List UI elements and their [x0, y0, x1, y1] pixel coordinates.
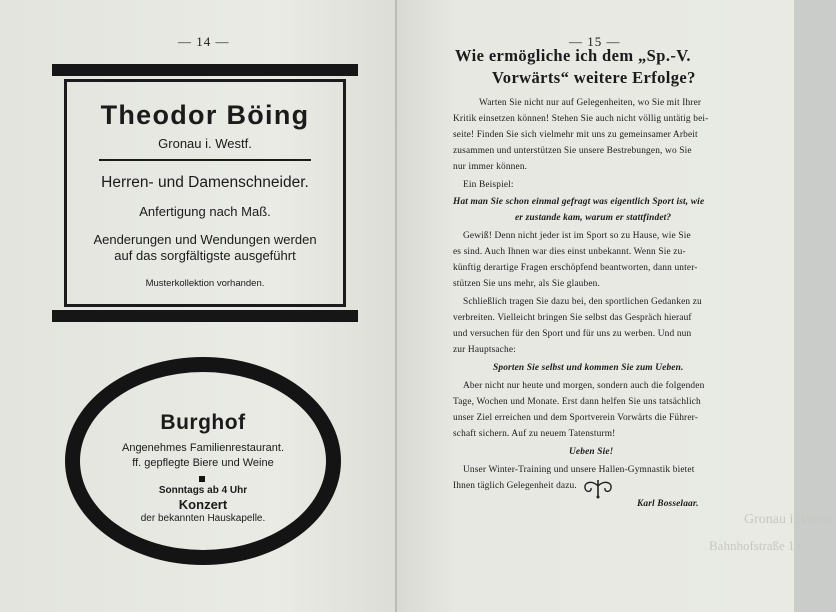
text-line: stützen Sie uns mehr, als Sie glauben. — [453, 279, 600, 289]
boeing-ad — [64, 79, 346, 307]
text-line: Gewiß! Denn nicht jeder ist im Sport so zu Hause, wie Sie — [463, 231, 691, 241]
text-line: Warten Sie nicht nur auf Gelegenheiten, wo Sie mit Ihrer — [479, 98, 702, 108]
article-title: Vorwärts“ weitere Erfolge? — [492, 68, 696, 87]
ad-top-bar — [52, 64, 358, 76]
ad-name: Theodor Böing — [100, 100, 310, 130]
square-bullet-icon — [199, 476, 205, 482]
faded-stamp: Gronau i. Westf. — [744, 512, 836, 527]
text-line: seite! Finden Sie sich vielmehr mit uns zu gemeinsamer Arbeit — [453, 130, 698, 140]
text-line: er zustande kam, warum er stattfindet? — [515, 213, 672, 223]
burghof-line: ff. gepflegte Biere und Weine — [132, 457, 274, 469]
text-line: und versuchen für den Sport und für uns zu werben. Und nun — [453, 329, 692, 339]
ad-divider — [99, 159, 311, 161]
ad-line: Anfertigung nach Maß. — [139, 204, 271, 219]
ad-note: Musterkollektion vorhanden. — [145, 278, 265, 289]
signature: Karl Bosselaar. — [637, 499, 699, 509]
text-line: verbreiten. Vielleicht bringen Sie selbst das Gespräch hierauf — [453, 313, 692, 323]
text-line: nur immer können. — [453, 162, 528, 172]
burghof-name: Burghof — [160, 411, 246, 434]
text-line: Sporten Sie selbst und kommen Sie zum Ueben. — [493, 363, 684, 373]
text-line: künftig derartige Fragen erschöpfend beantworten, dann unter- — [453, 263, 698, 273]
text-line: zur Hauptsache: — [453, 345, 516, 355]
text-line: unser Ziel erreichen und dem Sportverein Vorwärts die Führer- — [453, 413, 699, 423]
ornament-icon — [578, 476, 618, 500]
page-number: — 15 — — [569, 34, 621, 49]
text-line: Tage, Wochen und Monate. Erst dann helfen Sie uns tatsächlich — [453, 397, 701, 407]
right-page — [397, 0, 836, 612]
text-line: Ueben Sie! — [569, 447, 614, 457]
ad-place: Gronau i. Westf. — [158, 136, 252, 151]
burghof-concert: Konzert — [178, 497, 228, 512]
ad-trade: Herren- und Damenschneider. — [101, 174, 309, 191]
text-line: Kritik einsetzen können! Stehen Sie auch nicht völlig untätig bei- — [453, 114, 709, 124]
page-number: — 14 — — [178, 34, 230, 49]
text-line: zusammen und unterstützen Sie unsere Bestrebungen, wo Sie — [453, 146, 692, 156]
text-line: es sind. Auch Ihnen war dies einst unbekannt. Wenn Sie zu- — [453, 247, 686, 257]
ad-line: auf das sorgfältigste ausgeführt — [114, 248, 296, 263]
text-line: Ihnen täglich Gelegenheit dazu. — [453, 481, 577, 491]
article-title: Wie ermögliche ich dem „Sp.-V. — [455, 46, 691, 65]
burghof-line: Angenehmes Familienrestaurant. — [121, 442, 285, 454]
faded-stamp: Bahnhofstraße 1 — [709, 538, 795, 553]
ad-bottom-bar — [52, 310, 358, 322]
text-line: Ein Beispiel: — [463, 180, 514, 190]
left-page — [0, 0, 397, 612]
text-line: Unser Winter-Training und unsere Hallen-Gymnastik bietet — [463, 465, 695, 475]
burghof-line: Sonntags ab 4 Uhr — [158, 485, 248, 496]
burghof-line: der bekannten Hauskapelle. — [140, 513, 266, 524]
ad-line: Aenderungen und Wendungen werden — [93, 232, 317, 247]
text-line: schaft sichern. Auf zu neuem Tatensturm! — [453, 429, 616, 439]
text-line: Schließlich tragen Sie dazu bei, den sportlichen Gedanken zu — [463, 297, 702, 307]
burghof-ad — [65, 357, 341, 565]
text-line: Hat man Sie schon einmal gefragt was eigentlich Sport ist, wie — [453, 197, 705, 207]
text-line: Aber nicht nur heute und morgen, sondern auch die folgenden — [463, 381, 705, 391]
